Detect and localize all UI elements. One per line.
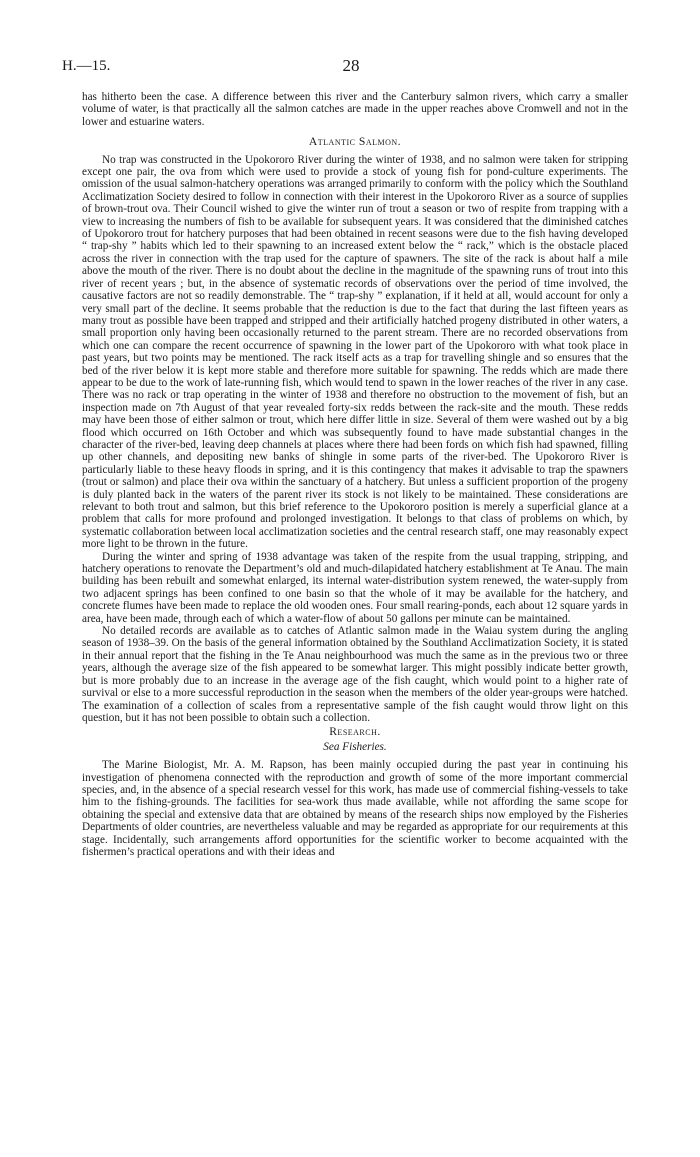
intro-paragraph: has hitherto been the case. A difference between this river and the Canterbury salmon rivers, which carry a smaller volume of water, is that practically all the salmon catches are made in the upper reaches above Cromwell and not in the lower and estuarine waters. xyxy=(82,91,628,128)
atlantic-salmon-heading: Atlantic Salmon. xyxy=(308,135,402,149)
sea-fisheries-subheading: Sea Fisheries. xyxy=(323,740,387,753)
atlantic-salmon-paragraph-1: No trap was constructed in the Upokororo River during the winter of 1938, and no salmon were taken for stripping except one pair, the ova from which were used to provide a stock of young fish for pond-culture experiments. The omission of the usual salmon-hatchery operations was arranged primarily to conform with the policy which the Southland Acclimatization Society desired to follow in connection with their interest in the Upokororo River as a source of supplies of brown-trout ova. Their Council wished to give the winter run of trout a season or two of respite from trapping with a view to increasing the numbers of fish to be available for subsequent years. It was considered that the diminished catches of Upokororo trout for hatchery purposes that had been obtained in recent seasons were due to the fish having developed “ trap-shy ” habits which led to their spawning to an increased extent below the “ rack,” which is the obstacle placed across the river in connection with the trap used for the capture of spawners. The site of the rack is about half a mile above the mouth of the river. There is no doubt about the decline in the magnitude of the spawning runs of trout into this river of recent years ; but, in the absence of systematic records of observations over the period of time involved, the causative factors are not so readily demonstrable. The “ trap-shy ” explanation, if it held at all, would account for only a very small part of the decline. It seems probable that the reduction is due to the fact that during the last fifteen years as many trout as possible have been trapped and stripped and their artificially hatched progeny distributed in other waters, a small proportion only having been occasionally returned to the parent stream. There are no recorded observations from which one can compare the recent occurrence of spawning in the lower part of the Upokororo with what took place in past years, but two points may be mentioned. The rack itself acts as a trap for travelling shingle and so ensures that the bed of the river below it is kept more stable and therefore more suitable for spawning. The redds which are made there appear to be due to the work of late-running fish, which would tend to spawn in the lower reaches of the river in any case. There was no rack or trap operating in the winter of 1938 and therefore no obstruction to the movement of fish, but an inspection made on 7th August of that year revealed forty-six redds between the rack-site and the mouth. These redds may have been those of either salmon or trout, which here differ little in size. Several of them were washed out by a big flood which occurred on 16th October and which was subsequently found to have made substantial changes in the character of the river-bed, leaving deep channels at places where there had been fords on which fish had spawned, filling up other channels, and depositing new banks of shingle in some parts of the river-bed. The Upokororo River is particularly liable to these heavy floods in spring, and it is this contingency that makes it advisable to trap the spawners (trout or salmon) and place their ova within the sanctuary of a hatchery. But unless a sufficient proportion of the progeny is duly planted back in the waters of the parent river its stock is not likely to be maintained. These considerations are relevant to both trout and salmon, but this brief reference to the Upokororo position is merely a superficial glance at a problem that calls for more profound and prolonged investigation. It belongs to that class of problems on which, by systematic collaboration between local acclimatization societies and the central research staff, one may reasonably expect more light to be thrown in the future. xyxy=(82,153,628,551)
document-reference: H.—15. xyxy=(62,58,111,74)
atlantic-salmon-paragraph-3: No detailed records are available as to catches of Atlantic salmon made in the Waiau system during the angling season of 1938–39. On the basis of the general information obtained by the Southland Acclimatization Society, it is stated in their annual report that the fishing in the Te Anau neighbourhood was much the same as in the previous two or three years, although the average size of the fish appeared to be somewhat larger. This might possibly indicate better growth, but is more probably due to an increase in the average age of the fish caught, which would point to a higher rate of survival or else to a more successful reproduction in the season when the members of the older year-groups were hatched. The examination of a collection of scales from a representative sample of the fish caught would throw light on this question, but it has not been possible to obtain such a collection. xyxy=(82,625,628,724)
research-heading: Research. xyxy=(329,725,381,739)
research-paragraph: The Marine Biologist, Mr. A. M. Rapson, has been mainly occupied during the past year in continuing his investigation of phenomena connected with the reproduction and growth of some of the more important commercial species, and, in the absence of a special research vessel for this work, has made use of commercial fishing-vessels to take him to the fishing-grounds. The facilities for sea-work thus made available, while not affording the same scope for obtaining the special and extensive data that are obtained by means of the research ships now employed by the Fisheries Departments of older countries, are nevertheless valuable and may be regarded as appropriate for our requirements at this stage. Incidentally, such arrangements afford opportunities for the scientific worker to become acquainted with the fishermen’s practical operations and with their ideas and xyxy=(82,759,628,858)
atlantic-salmon-paragraph-2: During the winter and spring of 1938 advantage was taken of the respite from the usual trapping, stripping, and hatchery operations to renovate the Department’s old and much-dilapidated hatchery establishment at Te Anau. The main building has been rebuilt and somewhat enlarged, its internal water-distribution system renewed, the water-supply from two adjacent springs has been confined to one basin so that the whole of it may be available for the hatchery, and concrete flumes have been made to replace the old wooden ones. Four small rearing-ponds, each about 12 square yards in area, have been made, through each of which a water-flow of about 50 gallons per minute can be maintained. xyxy=(82,550,628,625)
page-header xyxy=(62,58,640,80)
body-text xyxy=(82,91,628,858)
page-number: 28 xyxy=(342,56,360,75)
